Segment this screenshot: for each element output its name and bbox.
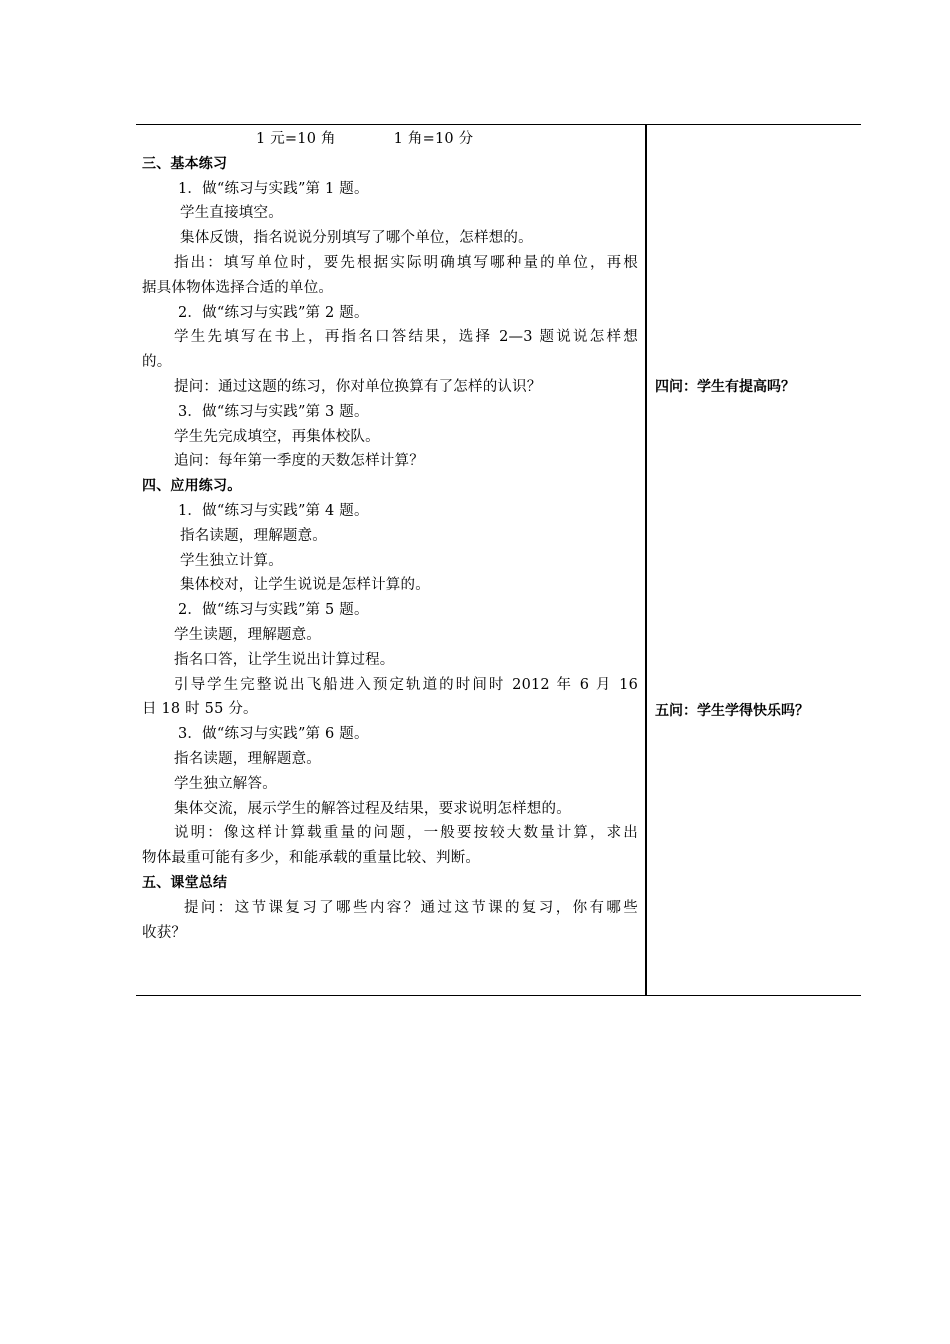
reflection-question-5: 五问：学生学得快乐吗？ xyxy=(655,703,809,719)
sec3-line: 3．做“练习与实践”第 3 题。 xyxy=(178,403,369,420)
sec3-line: 学生先完成填空，再集体校队。 xyxy=(174,428,380,445)
sec4-line: 指名口答，让学生说出计算过程。 xyxy=(174,651,395,668)
reflection-column xyxy=(655,125,855,995)
lesson-table xyxy=(136,124,861,996)
sec4-line: 学生独立解答。 xyxy=(174,775,277,792)
section-heading-3: 三、基本练习 xyxy=(142,155,228,172)
sec3-line: 指出：填写单位时，要先根据实际明确填写哪种量的单位，再根 xyxy=(174,254,638,271)
sec4-line: 物体最重可能有多少，和能承载的重量比较、判断。 xyxy=(142,850,481,867)
sec4-line: 日 18 时 55 分。 xyxy=(142,701,258,718)
sec4-line: 学生独立计算。 xyxy=(180,552,283,569)
sec4-line: 1．做“练习与实践”第 4 题。 xyxy=(178,502,369,519)
unit-jiao-fen: 1 角=10 分 xyxy=(393,131,474,147)
sec3-line: 据具体物体选择合适的单位。 xyxy=(142,279,334,296)
sec4-line: 2．做“练习与实践”第 5 题。 xyxy=(178,602,369,619)
sec4-line: 指名读题，理解题意。 xyxy=(174,750,321,767)
sec5-line: 收获？ xyxy=(142,924,187,941)
unit-conversion-line xyxy=(142,127,638,152)
sec4-line: 集体交流，展示学生的解答过程及结果，要求说明怎样想的。 xyxy=(174,800,571,817)
sec3-line: 1．做“练习与实践”第 1 题。 xyxy=(178,180,369,197)
reflection-question-4: 四问：学生有提高吗？ xyxy=(655,379,795,395)
unit-yuan-jiao: 1 元=10 角 xyxy=(256,131,336,147)
sec4-line: 说明：像这样计算载重量的问题，一般要按较大数量计算，求出 xyxy=(174,825,638,842)
sec5-line: 提问：这节课复习了哪些内容？通过这节课的复习，你有哪些 xyxy=(184,899,638,916)
column-divider xyxy=(645,125,647,995)
sec4-line: 引导学生完整说出飞船进入预定轨道的时间时 2012 年 6 月 16 xyxy=(174,676,638,693)
sec3-line: 集体反馈，指名说说分别填写了哪个单位，怎样想的。 xyxy=(180,230,533,247)
sec3-line: 学生直接填空。 xyxy=(180,205,283,222)
lesson-content-column xyxy=(142,127,638,945)
sec4-line: 学生读题，理解题意。 xyxy=(174,626,321,643)
sec3-line: 追问：每年第一季度的天数怎样计算？ xyxy=(174,453,424,470)
sec4-line: 3．做“练习与实践”第 6 题。 xyxy=(178,726,369,743)
section-heading-4: 四、应用练习。 xyxy=(142,478,242,495)
sec3-line: 提问：通过这题的练习，你对单位换算有了怎样的认识？ xyxy=(174,378,542,395)
sec3-line: 学生先填写在书上，再指名口答结果，选择 2—3 题说说怎样想 xyxy=(174,329,638,346)
sec3-line: 2．做“练习与实践”第 2 题。 xyxy=(178,304,369,321)
section-heading-5: 五、课堂总结 xyxy=(142,874,228,891)
sec4-line: 集体校对，让学生说说是怎样计算的。 xyxy=(180,577,430,594)
sec3-line: 的。 xyxy=(142,354,172,371)
sec4-line: 指名读题，理解题意。 xyxy=(180,527,327,544)
